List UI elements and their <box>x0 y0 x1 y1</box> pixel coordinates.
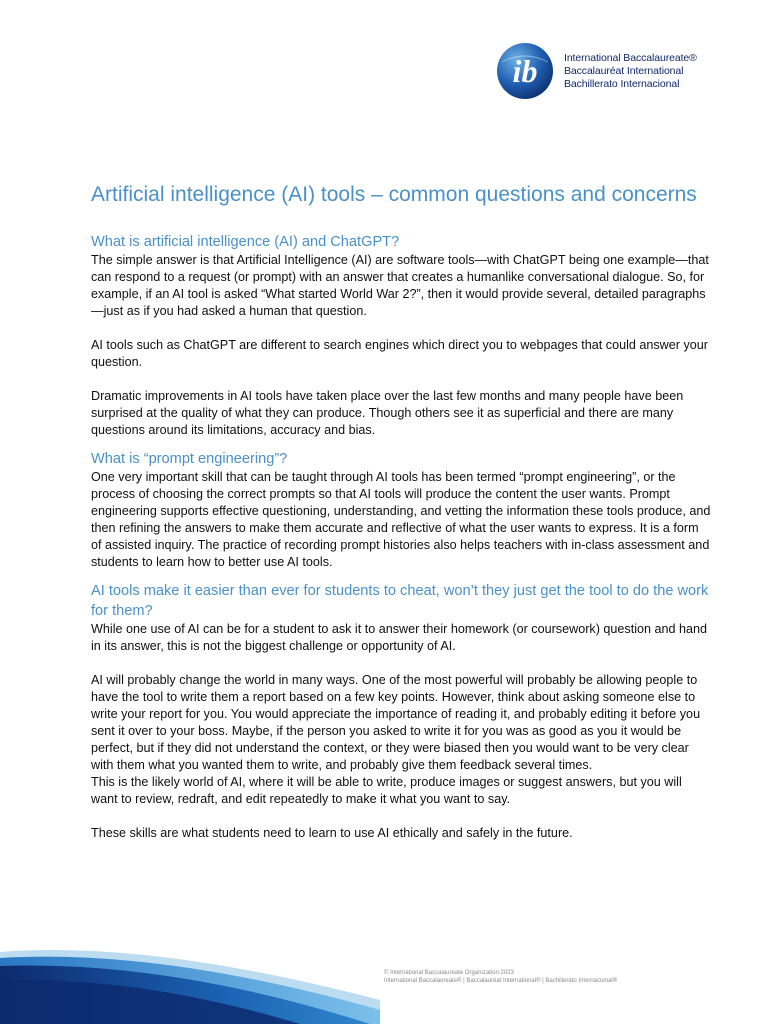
paragraph: Dramatic improvements in AI tools have taken place over the last few months and many people have been surprised at the quality of what they can produce. Though others see it as superficial and there are many questions around its limitations, accuracy and bias. <box>91 389 684 437</box>
paragraph: AI tools such as ChatGPT are different to search engines which direct you to webpages that could answer your question. <box>91 338 708 369</box>
section-heading: What is artificial intelligence (AI) and ChatGPT? <box>91 234 400 250</box>
logo-line-es: Bachillerato Internacional <box>564 77 680 90</box>
document-title: Artificial intelligence (AI) tools – common questions and concerns <box>91 183 697 206</box>
footer-swoosh-graphic <box>0 930 380 1024</box>
paragraph: While one use of AI can be for a student to ask it to answer their homework (or coursework) question and hand in its answer, this is not the biggest challenge or opportunity of AI. <box>91 622 708 653</box>
paragraph: The simple answer is that Artificial Intelligence (AI) are software tools—with ChatGPT being one example—that can respond to a request (or prompt) with an answer that creates a humanlike conversational dialogue. So, for example, if an AI tool is asked “What started World War 2?”, then it would provide several, detailed paragraphs—just as if you had asked a human that question. <box>91 253 709 318</box>
paragraph: This is the likely world of AI, where it will be able to write, produce images or suggest answers, but you will want to review, redraft, and edit repeatedly to make it what you want to say. <box>91 775 682 806</box>
footer-names: International Baccalaureate® | Baccalauréat International® | Bachillerato Internacional® <box>384 978 618 984</box>
section-heading: AI tools make it easier than ever for students to cheat, won’t they just get the tool to do the work for them? <box>91 583 709 619</box>
section-heading: What is “prompt engineering”? <box>91 451 288 467</box>
document-body <box>91 180 711 842</box>
section-prompt-engineering <box>91 449 711 571</box>
ib-logo <box>496 38 716 104</box>
logo-line-en: International Baccalaureate® <box>564 51 697 64</box>
footer-copyright: © International Baccalaureate Organization 2023 <box>384 970 514 976</box>
paragraph: AI will probably change the world in many ways. One of the most powerful will probably be allowing people to have the tool to write them a report based on a few key points. However, think about asking someone else to write your report for you. You would appreciate the importance of reading it, and probably editing it before you sent it over to your boss. Maybe, if the person you asked to write it for you was as good as you it would be perfect, but if they did not understand the context, or they were biased then you would want to be very clear with them what you wanted them to write, and probably give them feedback several times. <box>91 673 701 772</box>
ib-globe-icon <box>496 42 554 100</box>
ib-mark-letters: ib <box>512 53 538 89</box>
footer-text <box>384 969 617 985</box>
logo-wordmark <box>564 52 697 91</box>
section-cheating <box>91 581 711 842</box>
logo-line-fr: Baccalauréat International <box>564 64 684 77</box>
paragraph: One very important skill that can be taught through AI tools has been termed “prompt engineering”, or the process of choosing the correct prompts so that AI tools will produce the content the user wants. Prompt engineering supports effective questioning, understanding, and vetting the information these tools produce, and then refining the answers to make them accurate and reflective of what the user wants to express. It is a form of assisted inquiry. The practice of recording prompt histories also helps teachers with in-class assessment and students to learn how to better use AI tools. <box>91 470 711 569</box>
paragraph: These skills are what students need to learn to use AI ethically and safely in the future. <box>91 826 573 840</box>
section-what-is-ai <box>91 232 711 439</box>
